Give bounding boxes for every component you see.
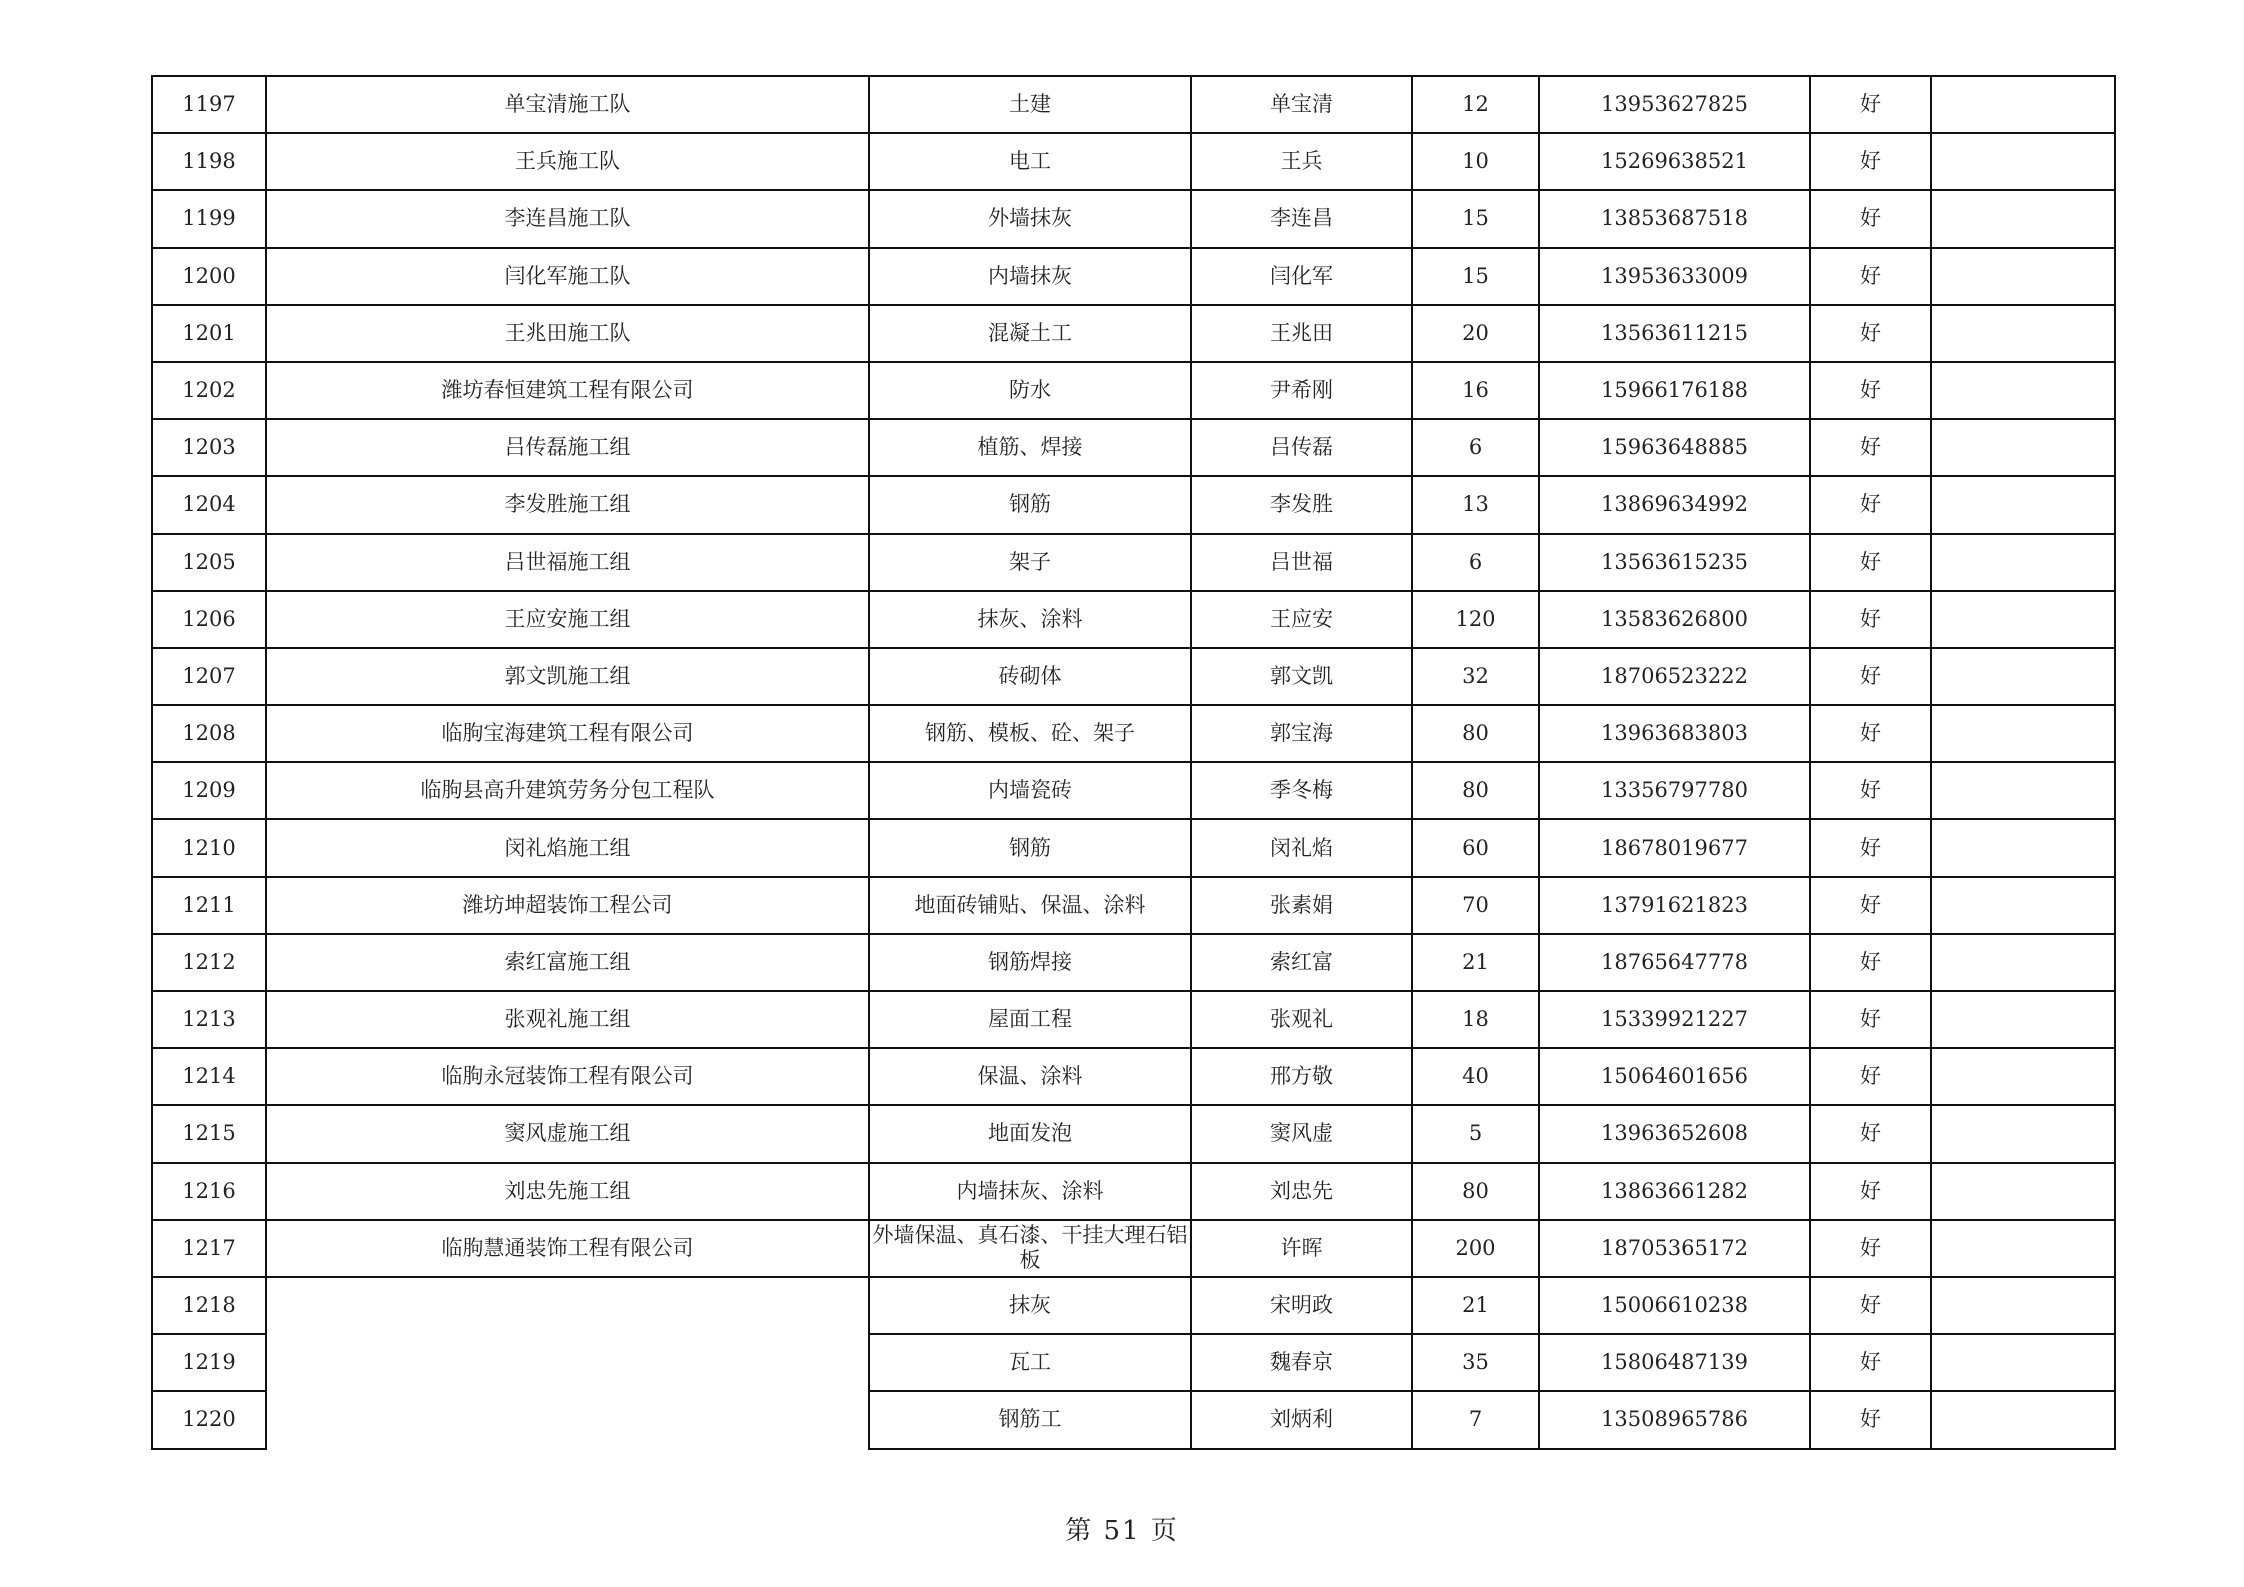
row-number-cell: 1217 (152, 1220, 266, 1277)
leader-cell: 张观礼 (1191, 991, 1412, 1048)
table-row (152, 419, 2115, 476)
worker-count-cell: 20 (1412, 305, 1539, 362)
worker-count-cell: 80 (1412, 1163, 1539, 1220)
row-number-cell: 1207 (152, 648, 266, 705)
rating-cell: 好 (1810, 648, 1931, 705)
rating-cell: 好 (1810, 76, 1931, 133)
unit-name-cell: 闵礼焰施工组 (266, 819, 869, 876)
note-cell (1931, 705, 2115, 762)
leader-cell: 索红富 (1191, 934, 1412, 991)
row-number-cell: 1202 (152, 362, 266, 419)
note-cell (1931, 648, 2115, 705)
worker-count-cell: 32 (1412, 648, 1539, 705)
leader-cell: 吕传磊 (1191, 419, 1412, 476)
work-type-cell: 内墙瓷砖 (869, 762, 1191, 819)
worker-count-cell: 35 (1412, 1334, 1539, 1391)
phone-cell: 18706523222 (1539, 648, 1810, 705)
row-number-cell: 1198 (152, 133, 266, 190)
table-row (152, 248, 2115, 305)
leader-cell: 刘忠先 (1191, 1163, 1412, 1220)
unit-name-cell: 张观礼施工组 (266, 991, 869, 1048)
worker-count-cell: 21 (1412, 934, 1539, 991)
row-number-cell: 1204 (152, 476, 266, 533)
unit-name-cell: 闫化军施工队 (266, 248, 869, 305)
table-row (152, 1391, 2115, 1448)
work-type-cell: 钢筋工 (869, 1391, 1191, 1448)
row-number-cell: 1209 (152, 762, 266, 819)
unit-name-cell: 临朐宝海建筑工程有限公司 (266, 705, 869, 762)
phone-cell: 15966176188 (1539, 362, 1810, 419)
leader-cell: 闵礼焰 (1191, 819, 1412, 876)
phone-cell: 13563615235 (1539, 534, 1810, 591)
work-type-cell: 地面砖铺贴、保温、涂料 (869, 877, 1191, 934)
table-row (152, 1105, 2115, 1162)
rating-cell: 好 (1810, 1220, 1931, 1277)
leader-cell: 单宝清 (1191, 76, 1412, 133)
leader-cell: 李连昌 (1191, 190, 1412, 247)
worker-count-cell: 15 (1412, 248, 1539, 305)
leader-cell: 窦风虚 (1191, 1105, 1412, 1162)
unit-name-cell: 王兵施工队 (266, 133, 869, 190)
rating-cell: 好 (1810, 934, 1931, 991)
leader-cell: 刘炳利 (1191, 1391, 1412, 1448)
rating-cell: 好 (1810, 1334, 1931, 1391)
leader-cell: 郭宝海 (1191, 705, 1412, 762)
phone-cell: 13953627825 (1539, 76, 1810, 133)
table-row (152, 877, 2115, 934)
rating-cell: 好 (1810, 305, 1931, 362)
unit-name-cell: 刘忠先施工组 (266, 1163, 869, 1220)
worker-count-cell: 80 (1412, 762, 1539, 819)
work-type-cell: 瓦工 (869, 1334, 1191, 1391)
note-cell (1931, 877, 2115, 934)
unit-name-cell: 王应安施工组 (266, 591, 869, 648)
leader-cell: 闫化军 (1191, 248, 1412, 305)
table-row (152, 934, 2115, 991)
leader-cell: 许晖 (1191, 1220, 1412, 1277)
work-type-cell: 外墙保温、真石漆、干挂大理石铝板 (869, 1220, 1191, 1277)
note-cell (1931, 1048, 2115, 1105)
note-cell (1931, 591, 2115, 648)
worker-count-cell: 5 (1412, 1105, 1539, 1162)
unit-name-cell (266, 1391, 869, 1448)
phone-cell: 13583626800 (1539, 591, 1810, 648)
rating-cell: 好 (1810, 248, 1931, 305)
work-type-cell: 电工 (869, 133, 1191, 190)
phone-cell: 13863661282 (1539, 1163, 1810, 1220)
unit-name-cell: 临朐慧通装饰工程有限公司 (266, 1220, 869, 1277)
note-cell (1931, 419, 2115, 476)
leader-cell: 王兵 (1191, 133, 1412, 190)
table-row (152, 362, 2115, 419)
worker-count-cell: 60 (1412, 819, 1539, 876)
work-type-cell: 抹灰、涂料 (869, 591, 1191, 648)
worker-count-cell: 6 (1412, 419, 1539, 476)
unit-name-cell: 临朐县高升建筑劳务分包工程队 (266, 762, 869, 819)
note-cell (1931, 190, 2115, 247)
unit-name-cell: 郭文凯施工组 (266, 648, 869, 705)
note-cell (1931, 934, 2115, 991)
rating-cell: 好 (1810, 705, 1931, 762)
worker-count-cell: 10 (1412, 133, 1539, 190)
rating-cell: 好 (1810, 133, 1931, 190)
rating-cell: 好 (1810, 1277, 1931, 1334)
worker-count-cell: 15 (1412, 190, 1539, 247)
phone-cell: 15269638521 (1539, 133, 1810, 190)
row-number-cell: 1210 (152, 819, 266, 876)
table-row (152, 190, 2115, 247)
worker-count-cell: 120 (1412, 591, 1539, 648)
worker-count-cell: 12 (1412, 76, 1539, 133)
row-number-cell: 1211 (152, 877, 266, 934)
phone-cell: 13791621823 (1539, 877, 1810, 934)
worker-count-cell: 7 (1412, 1391, 1539, 1448)
rating-cell: 好 (1810, 476, 1931, 533)
phone-cell: 15064601656 (1539, 1048, 1810, 1105)
row-number-cell: 1218 (152, 1277, 266, 1334)
work-type-cell: 防水 (869, 362, 1191, 419)
work-type-cell: 钢筋 (869, 476, 1191, 533)
work-type-cell: 抹灰 (869, 1277, 1191, 1334)
worker-count-cell: 200 (1412, 1220, 1539, 1277)
row-number-cell: 1208 (152, 705, 266, 762)
phone-cell: 13508965786 (1539, 1391, 1810, 1448)
row-number-cell: 1212 (152, 934, 266, 991)
row-number-cell: 1214 (152, 1048, 266, 1105)
note-cell (1931, 1220, 2115, 1277)
note-cell (1931, 991, 2115, 1048)
work-type-cell: 屋面工程 (869, 991, 1191, 1048)
table-row (152, 591, 2115, 648)
leader-cell: 宋明政 (1191, 1277, 1412, 1334)
unit-name-cell: 李连昌施工队 (266, 190, 869, 247)
table-row (152, 1277, 2115, 1334)
phone-cell: 18678019677 (1539, 819, 1810, 876)
note-cell (1931, 362, 2115, 419)
unit-name-cell: 单宝清施工队 (266, 76, 869, 133)
table-row (152, 133, 2115, 190)
row-number-cell: 1205 (152, 534, 266, 591)
unit-name-cell: 窦风虚施工组 (266, 1105, 869, 1162)
worker-count-cell: 80 (1412, 705, 1539, 762)
note-cell (1931, 248, 2115, 305)
table-row (152, 819, 2115, 876)
leader-cell: 王应安 (1191, 591, 1412, 648)
worker-count-cell: 6 (1412, 534, 1539, 591)
work-type-cell: 内墙抹灰 (869, 248, 1191, 305)
note-cell (1931, 1391, 2115, 1448)
note-cell (1931, 1334, 2115, 1391)
phone-cell: 15339921227 (1539, 991, 1810, 1048)
rating-cell: 好 (1810, 362, 1931, 419)
work-type-cell: 外墙抹灰 (869, 190, 1191, 247)
table-row (152, 1048, 2115, 1105)
worker-count-cell: 70 (1412, 877, 1539, 934)
row-number-cell: 1203 (152, 419, 266, 476)
work-type-cell: 内墙抹灰、涂料 (869, 1163, 1191, 1220)
note-cell (1931, 534, 2115, 591)
leader-cell: 王兆田 (1191, 305, 1412, 362)
table-row (152, 705, 2115, 762)
row-number-cell: 1219 (152, 1334, 266, 1391)
work-type-cell: 钢筋、模板、砼、架子 (869, 705, 1191, 762)
note-cell (1931, 819, 2115, 876)
leader-cell: 李发胜 (1191, 476, 1412, 533)
table-row (152, 76, 2115, 133)
rating-cell: 好 (1810, 991, 1931, 1048)
work-type-cell: 砖砌体 (869, 648, 1191, 705)
work-type-cell: 混凝土工 (869, 305, 1191, 362)
phone-cell: 13853687518 (1539, 190, 1810, 247)
phone-cell: 15806487139 (1539, 1334, 1810, 1391)
phone-cell: 13953633009 (1539, 248, 1810, 305)
leader-cell: 魏春京 (1191, 1334, 1412, 1391)
note-cell (1931, 762, 2115, 819)
rating-cell: 好 (1810, 419, 1931, 476)
unit-name-cell (266, 1277, 869, 1334)
table-row (152, 534, 2115, 591)
page-number: 第 51 页 (1065, 1516, 1179, 1546)
phone-cell: 18705365172 (1539, 1220, 1810, 1277)
phone-cell: 13963652608 (1539, 1105, 1810, 1162)
worker-count-cell: 21 (1412, 1277, 1539, 1334)
note-cell (1931, 305, 2115, 362)
table-row (152, 991, 2115, 1048)
phone-cell: 13963683803 (1539, 705, 1810, 762)
work-type-cell: 保温、涂料 (869, 1048, 1191, 1105)
phone-cell: 18765647778 (1539, 934, 1810, 991)
table-row (152, 305, 2115, 362)
note-cell (1931, 1163, 2115, 1220)
unit-name-cell: 临朐永冠装饰工程有限公司 (266, 1048, 869, 1105)
rating-cell: 好 (1810, 591, 1931, 648)
row-number-cell: 1201 (152, 305, 266, 362)
phone-cell: 13869634992 (1539, 476, 1810, 533)
row-number-cell: 1199 (152, 190, 266, 247)
work-type-cell: 地面发泡 (869, 1105, 1191, 1162)
worker-count-cell: 40 (1412, 1048, 1539, 1105)
table-row (152, 1334, 2115, 1391)
phone-cell: 15963648885 (1539, 419, 1810, 476)
unit-name-cell: 吕传磊施工组 (266, 419, 869, 476)
work-type-cell: 土建 (869, 76, 1191, 133)
unit-name-cell: 索红富施工组 (266, 934, 869, 991)
rating-cell: 好 (1810, 819, 1931, 876)
row-number-cell: 1220 (152, 1391, 266, 1448)
row-number-cell: 1213 (152, 991, 266, 1048)
work-type-cell: 植筋、焊接 (869, 419, 1191, 476)
note-cell (1931, 133, 2115, 190)
leader-cell: 邢方敬 (1191, 1048, 1412, 1105)
phone-cell: 15006610238 (1539, 1277, 1810, 1334)
work-type-cell: 架子 (869, 534, 1191, 591)
table-row (152, 1163, 2115, 1220)
leader-cell: 郭文凯 (1191, 648, 1412, 705)
rating-cell: 好 (1810, 1105, 1931, 1162)
leader-cell: 季冬梅 (1191, 762, 1412, 819)
worker-count-cell: 13 (1412, 476, 1539, 533)
rating-cell: 好 (1810, 762, 1931, 819)
phone-cell: 13563611215 (1539, 305, 1810, 362)
row-number-cell: 1215 (152, 1105, 266, 1162)
leader-cell: 张素娟 (1191, 877, 1412, 934)
note-cell (1931, 76, 2115, 133)
leader-cell: 吕世福 (1191, 534, 1412, 591)
note-cell (1931, 1277, 2115, 1334)
phone-cell: 13356797780 (1539, 762, 1810, 819)
unit-name-cell: 潍坊坤超装饰工程公司 (266, 877, 869, 934)
unit-name-cell: 李发胜施工组 (266, 476, 869, 533)
table-row (152, 1220, 2115, 1277)
leader-cell: 尹希刚 (1191, 362, 1412, 419)
worker-count-cell: 16 (1412, 362, 1539, 419)
rating-cell: 好 (1810, 1163, 1931, 1220)
contractor-table (151, 75, 2116, 1450)
rating-cell: 好 (1810, 1391, 1931, 1448)
worker-count-cell: 18 (1412, 991, 1539, 1048)
row-number-cell: 1200 (152, 248, 266, 305)
rating-cell: 好 (1810, 190, 1931, 247)
row-number-cell: 1216 (152, 1163, 266, 1220)
row-number-cell: 1206 (152, 591, 266, 648)
unit-name-cell (266, 1334, 869, 1391)
rating-cell: 好 (1810, 1048, 1931, 1105)
unit-name-cell: 潍坊春恒建筑工程有限公司 (266, 362, 869, 419)
work-type-cell: 钢筋 (869, 819, 1191, 876)
rating-cell: 好 (1810, 534, 1931, 591)
unit-name-cell: 王兆田施工队 (266, 305, 869, 362)
rating-cell: 好 (1810, 877, 1931, 934)
table-row (152, 762, 2115, 819)
row-number-cell: 1197 (152, 76, 266, 133)
note-cell (1931, 1105, 2115, 1162)
unit-name-cell: 吕世福施工组 (266, 534, 869, 591)
table-row (152, 648, 2115, 705)
work-type-cell: 钢筋焊接 (869, 934, 1191, 991)
table-body (152, 76, 2115, 1449)
table-row (152, 476, 2115, 533)
note-cell (1931, 476, 2115, 533)
